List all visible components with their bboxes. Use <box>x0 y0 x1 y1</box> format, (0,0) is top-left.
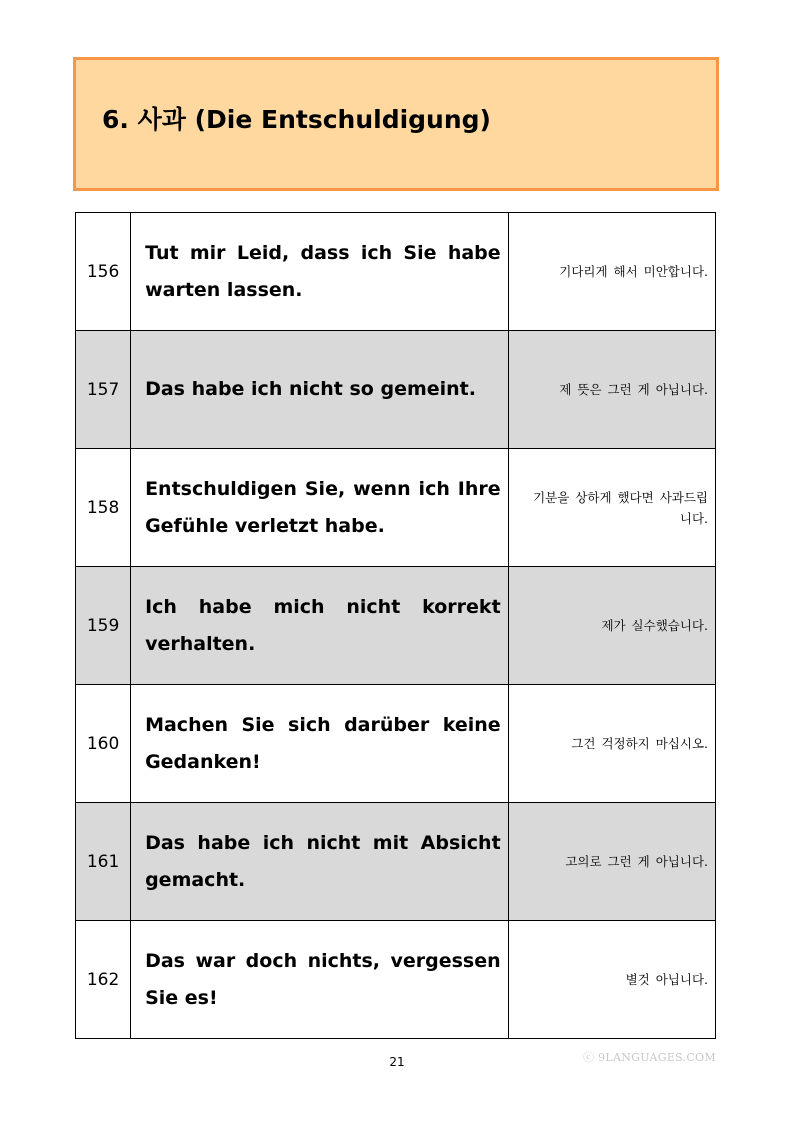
german-phrase: Das habe ich nicht mit Absicht gemacht. <box>131 803 509 921</box>
phrase-number: 162 <box>76 921 131 1039</box>
korean-translation: 제가 실수했습니다. <box>508 567 715 685</box>
copyright-watermark: ⓒ 9LANGUAGES.COM <box>583 1051 716 1064</box>
section-title-box <box>73 57 719 191</box>
phrase-row <box>76 567 716 685</box>
phrase-row <box>76 921 716 1039</box>
german-phrase: Das habe ich nicht so gemeint. <box>131 331 509 449</box>
phrase-table <box>75 212 716 1039</box>
korean-translation: 기다리게 해서 미안합니다. <box>508 213 715 331</box>
korean-translation: 제 뜻은 그런 게 아닙니다. <box>508 331 715 449</box>
page-number: 21 <box>389 1055 405 1069</box>
phrase-row <box>76 213 716 331</box>
section-title: 6. 사과 (Die Entschuldigung) <box>102 105 491 134</box>
phrase-row <box>76 331 716 449</box>
phrase-row <box>76 685 716 803</box>
german-phrase: Entschuldigen Sie, wenn ich Ihre Gefühle verletzt habe. <box>131 449 509 567</box>
phrase-number: 157 <box>76 331 131 449</box>
german-phrase: Ich habe mich nicht korrekt verhalten. <box>131 567 509 685</box>
phrase-row <box>76 449 716 567</box>
korean-translation: 고의로 그런 게 아닙니다. <box>508 803 715 921</box>
german-phrase: Tut mir Leid, dass ich Sie habe warten lassen. <box>131 213 509 331</box>
german-phrase: Das war doch nichts, vergessen Sie es! <box>131 921 509 1039</box>
phrase-number: 156 <box>76 213 131 331</box>
korean-translation: 별것 아닙니다. <box>508 921 715 1039</box>
german-phrase: Machen Sie sich darüber keine Gedanken! <box>131 685 509 803</box>
phrase-number: 158 <box>76 449 131 567</box>
phrase-number: 160 <box>76 685 131 803</box>
phrase-number: 159 <box>76 567 131 685</box>
phrase-row <box>76 803 716 921</box>
phrase-number: 161 <box>76 803 131 921</box>
korean-translation: 기분을 상하게 했다면 사과드립니다. <box>508 449 715 567</box>
korean-translation: 그건 걱정하지 마십시오. <box>508 685 715 803</box>
